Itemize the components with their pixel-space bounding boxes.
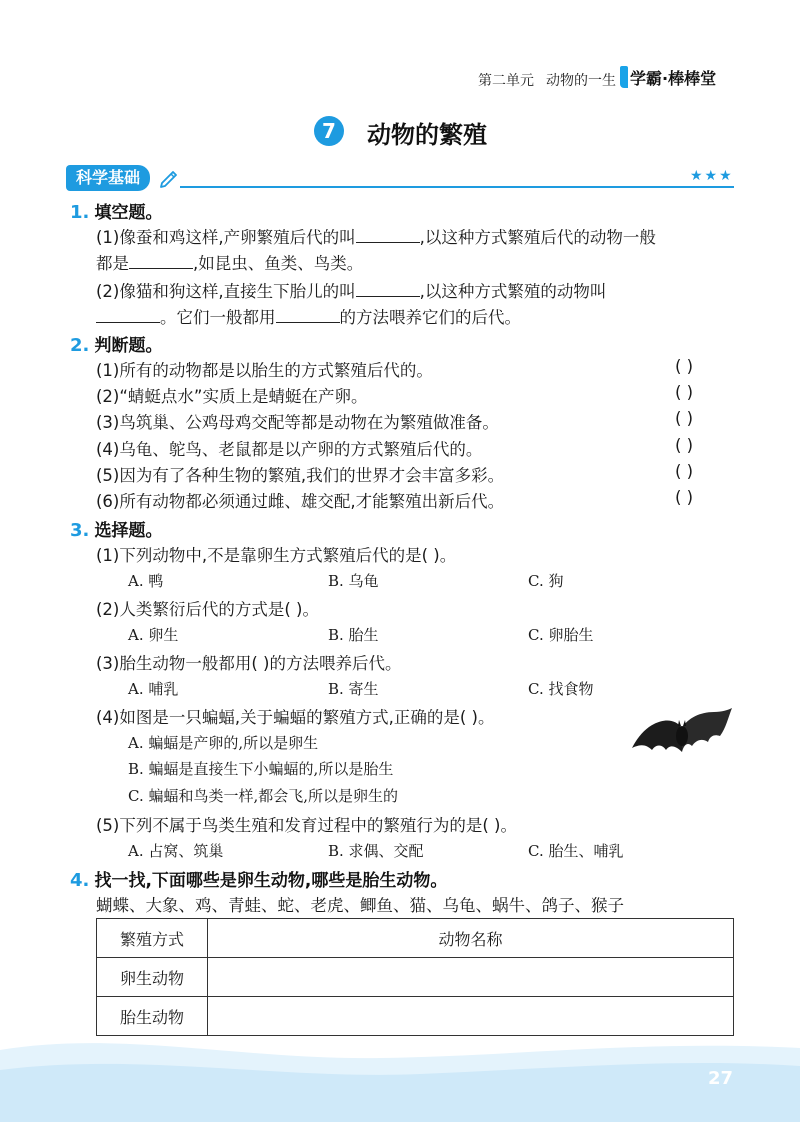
brand-mark-icon bbox=[620, 66, 628, 88]
q3-sub-5: (5)下列不属于鸟类生殖和发育过程中的繁殖行为的是( )。 bbox=[96, 816, 517, 835]
q2-answer-paren-3[interactable]: ( ) bbox=[675, 409, 694, 428]
q3-5-option-b[interactable]: B. 求偶、交配 bbox=[328, 842, 424, 860]
header-chapter: 动物的一生 bbox=[546, 73, 616, 89]
q2-answer-paren-2[interactable]: ( ) bbox=[675, 383, 694, 402]
answer-blank[interactable] bbox=[276, 308, 340, 323]
q2-item-2: (2)“蜻蜓点水”实质上是蜻蜓在产卵。 bbox=[96, 387, 368, 406]
q2-item-1: (1)所有的动物都是以胎生的方式繁殖后代的。 bbox=[96, 361, 433, 380]
q3-number: 3. bbox=[70, 520, 90, 541]
q3-4-option-b[interactable]: B. 蝙蝠是直接生下小蝙蝠的,所以是胎生 bbox=[128, 760, 394, 778]
q2-answer-paren-4[interactable]: ( ) bbox=[675, 436, 694, 455]
answer-blank[interactable] bbox=[129, 254, 193, 269]
section-divider bbox=[180, 186, 734, 188]
lesson-number: 7 bbox=[314, 116, 344, 146]
q3-sub-2: (2)人类繁衍后代的方式是( )。 bbox=[96, 600, 319, 619]
q1-text: (1)像蚕和鸡这样,产卵繁殖后代的叫 bbox=[96, 228, 356, 247]
q3-2-option-a[interactable]: A. 卵生 bbox=[128, 626, 179, 644]
q1-number: 1. bbox=[70, 202, 90, 223]
q2-item-4: (4)乌龟、鸵鸟、老鼠都是以产卵的方式繁殖后代的。 bbox=[96, 440, 483, 459]
table-row-label-viviparous: 胎生动物 bbox=[97, 997, 208, 1036]
q3-sub-1: (1)下列动物中,不是靠卵生方式繁殖后代的是( )。 bbox=[96, 546, 457, 565]
q1-line-1 bbox=[96, 224, 656, 248]
bat-illustration bbox=[630, 706, 734, 762]
brand-text: 学霸·棒棒堂 bbox=[630, 69, 717, 88]
table-header-row bbox=[97, 919, 734, 958]
q2-answer-paren-5[interactable]: ( ) bbox=[675, 462, 694, 481]
q3-1-option-a[interactable]: A. 鸭 bbox=[128, 572, 164, 590]
q2-item-5: (5)因为有了各种生物的繁殖,我们的世界才会丰富多彩。 bbox=[96, 466, 505, 485]
q1-text: 的方法喂养它们的后代。 bbox=[339, 308, 521, 327]
q2-answer-paren-1[interactable]: ( ) bbox=[675, 357, 694, 376]
page-number: 27 bbox=[708, 1068, 734, 1089]
q1-title: 填空题。 bbox=[94, 203, 163, 223]
q4-number: 4. bbox=[70, 870, 90, 891]
lesson-title: 动物的繁殖 bbox=[367, 121, 487, 149]
q3-5-option-c[interactable]: C. 胎生、哺乳 bbox=[528, 842, 624, 860]
q4-heading bbox=[70, 866, 447, 891]
table-header-animals: 动物名称 bbox=[208, 919, 734, 958]
q1-line-4 bbox=[96, 304, 521, 328]
q2-heading bbox=[70, 331, 162, 356]
table-row bbox=[97, 958, 734, 997]
q3-5-option-a[interactable]: A. 占窝、筑巢 bbox=[128, 842, 224, 860]
q3-3-option-a[interactable]: A. 哺乳 bbox=[128, 680, 179, 698]
q1-text: 。它们一般都用 bbox=[160, 308, 276, 327]
q3-3-option-b[interactable]: B. 寄生 bbox=[328, 680, 379, 698]
q3-title: 选择题。 bbox=[94, 521, 163, 541]
q1-line-3 bbox=[96, 278, 606, 302]
q4-title: 找一找,下面哪些是卵生动物,哪些是胎生动物。 bbox=[94, 871, 448, 891]
answer-blank[interactable] bbox=[96, 308, 160, 323]
q2-number: 2. bbox=[70, 335, 90, 356]
footer-wave bbox=[0, 1030, 800, 1122]
q3-3-option-c[interactable]: C. 找食物 bbox=[528, 680, 594, 698]
q1-heading bbox=[70, 198, 162, 223]
q3-heading bbox=[70, 516, 162, 541]
oviparous-answer-cell[interactable] bbox=[208, 958, 734, 997]
q1-text: (2)像猫和狗这样,直接生下胎儿的叫 bbox=[96, 282, 356, 301]
q1-text: ,以这种方式繁殖后代的动物一般 bbox=[419, 228, 656, 247]
header-unit: 第二单元 bbox=[478, 73, 534, 89]
q2-item-3: (3)鸟筑巢、公鸡母鸡交配等都是动物在为繁殖做准备。 bbox=[96, 413, 499, 432]
q1-text: ,以这种方式繁殖的动物叫 bbox=[419, 282, 607, 301]
q4-animal-list: 蝴蝶、大象、鸡、青蛙、蛇、老虎、鲫鱼、猫、乌龟、蜗牛、鸽子、猴子 bbox=[96, 896, 624, 915]
difficulty-stars: ★★★ bbox=[690, 168, 734, 184]
q2-title: 判断题。 bbox=[94, 336, 163, 356]
brand-logo bbox=[630, 66, 716, 89]
q3-4-option-a[interactable]: A. 蝙蝠是产卵的,所以是卵生 bbox=[128, 734, 319, 752]
q1-text: 都是 bbox=[96, 254, 129, 273]
q3-sub-3: (3)胎生动物一般都用( )的方法喂养后代。 bbox=[96, 654, 402, 673]
q3-2-option-b[interactable]: B. 胎生 bbox=[328, 626, 379, 644]
q1-text: ,如昆虫、鱼类、鸟类。 bbox=[193, 254, 364, 273]
q2-item-6: (6)所有动物都必须通过雌、雄交配,才能繁殖出新后代。 bbox=[96, 492, 505, 511]
table-header-method: 繁殖方式 bbox=[97, 919, 208, 958]
q1-line-2 bbox=[96, 250, 363, 274]
section-badge: 科学基础 bbox=[66, 165, 150, 191]
q3-2-option-c[interactable]: C. 卵胎生 bbox=[528, 626, 594, 644]
q3-4-option-c[interactable]: C. 蝙蝠和鸟类一样,都会飞,所以是卵生的 bbox=[128, 787, 399, 805]
q3-1-option-c[interactable]: C. 狗 bbox=[528, 572, 564, 590]
pencil-icon bbox=[158, 166, 180, 188]
q2-answer-paren-6[interactable]: ( ) bbox=[675, 488, 694, 507]
q3-1-option-b[interactable]: B. 乌龟 bbox=[328, 572, 379, 590]
answer-blank[interactable] bbox=[356, 282, 420, 297]
q3-sub-4: (4)如图是一只蝙蝠,关于蝙蝠的繁殖方式,正确的是( )。 bbox=[96, 708, 495, 727]
answer-table bbox=[96, 918, 734, 1036]
answer-blank[interactable] bbox=[356, 228, 420, 243]
table-row-label-oviparous: 卵生动物 bbox=[97, 958, 208, 997]
